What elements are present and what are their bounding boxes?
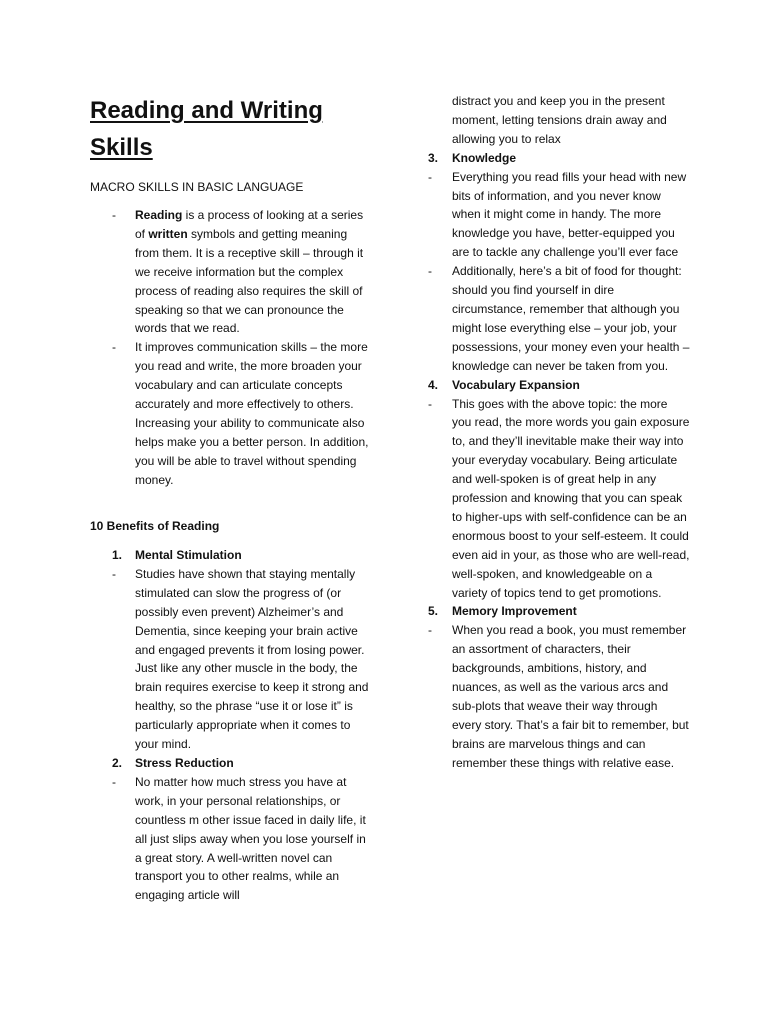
title-line-2: Skills [90, 134, 153, 161]
bullet-dash: - [428, 623, 432, 638]
benefit-body-text: When you read a book, you must remember an assortment of characters, their backgrounds, ambitions, history, and nuances, as well as the various arcs and sub-plots that weave their way through every story. That’s a fair bit to remember, but brains are marvelous things and can remember these things with relative ease. [452, 623, 689, 770]
benefit-body-text: distract you and keep you in the present moment, letting tensions drain away and allowing you to relax [452, 94, 667, 146]
benefit-body-text: Studies have shown that staying mentally stimulated can slow the progress of (or possibly even prevent) Alzheimer’s and Dementia, since keeping your brain active and engaged prevents it from losing power. Just like any other muscle in the body, the brain requires exercise to keep it strong and healthy, so the phrase “use it or lose it” is particularly appropriate when it comes to your mind. [135, 566, 369, 752]
benefit-5-title [428, 602, 690, 621]
benefit-title-text: Vocabulary Expansion [452, 377, 580, 392]
benefit-title-text: Mental Stimulation [135, 548, 242, 562]
benefit-title-text: Stress Reduction [135, 755, 234, 770]
benefit-1-title [90, 546, 370, 565]
benefit-3-body-1 [428, 168, 690, 263]
macro-item-reading [90, 206, 370, 338]
bullet-dash: - [112, 774, 116, 789]
benefit-2-continuation [428, 92, 690, 149]
bullet-dash: - [428, 264, 432, 279]
benefit-3-title [428, 149, 690, 168]
benefit-3-body-2 [428, 262, 690, 375]
benefit-body-text: Additionally, here’s a bit of food for thought: should you find yourself in dire circumstance, remember that although you might lose everything else – your job, your possessions, your money even your health – knowledge can never be taken from you. [452, 264, 690, 373]
term-reading: Reading [135, 208, 183, 222]
benefit-2-body [90, 773, 370, 905]
benefits-list-right [428, 92, 690, 773]
macro-item-communication [90, 338, 370, 489]
benefits-heading: 10 Benefits of Reading [90, 519, 220, 533]
macro-item-text: is a process of looking at a series of [135, 208, 364, 241]
benefit-title-text: Memory Improvement [452, 604, 577, 619]
benefit-number: 5. [428, 604, 439, 619]
term-written: written [148, 226, 188, 241]
macro-item-text: symbols and getting meaning from them. It is a receptive skill – through it we receive information but the complex process of reading also requires the skill of speaking so that we can pronounce the words that we read. [135, 226, 364, 336]
macro-item-text: It improves communication skills – the more you read and write, the more broaden your vocabulary and can articulate concepts accurately and more effectively to others. Increasing your ability to communicate also helps make you a better person. In addition, you will be able to travel without spending money. [135, 340, 369, 487]
bullet-dash: - [112, 340, 116, 355]
benefit-number: 2. [112, 755, 123, 770]
benefit-number: 1. [112, 548, 123, 562]
document-title [90, 92, 390, 166]
benefit-2-title [90, 754, 370, 773]
bullet-dash: - [428, 396, 432, 411]
bullet-dash: - [428, 169, 432, 184]
benefit-body-text: This goes with the above topic: the more you read, the more words you gain exposure to, and they’ll inevitable make their way into your everyday vocabulary. Being articulate and well-spoken is of great help in any profession and knowing that you can speak to higher-ups with self-confidence can be an enormous boost to your self-esteem. It could even aid in your, as those who are well-read, well-spoken, and knowledgeable on a variety of topics tend to get promotions. [452, 396, 690, 600]
benefit-1-body [90, 565, 370, 754]
macro-skills-heading: MACRO SKILLS IN BASIC LANGUAGE [90, 180, 304, 194]
benefit-body-text: Everything you read fills your head with new bits of information, and you never know when it might come in handy. The more knowledge you have, better-equipped you are to tackle any challenge you’ll ever face [452, 169, 687, 260]
benefit-title-text: Knowledge [452, 150, 517, 165]
benefit-number: 3. [428, 150, 439, 165]
benefit-5-body [428, 621, 690, 772]
benefit-number: 4. [428, 377, 439, 392]
macro-skills-list [90, 206, 370, 490]
title-line-1: Reading and Writing [90, 97, 323, 124]
benefits-list-left [90, 546, 370, 905]
benefit-body-text: No matter how much stress you have at work, in your personal relationships, or countless m other issue faced in daily life, it all just slips away when you lose yourself in a great story. A well-written novel can transport you to other realms, while an engaging article will [135, 774, 366, 903]
bullet-dash: - [112, 566, 116, 581]
benefit-4-body [428, 395, 690, 603]
bullet-dash: - [112, 208, 116, 222]
benefit-4-title [428, 376, 690, 395]
